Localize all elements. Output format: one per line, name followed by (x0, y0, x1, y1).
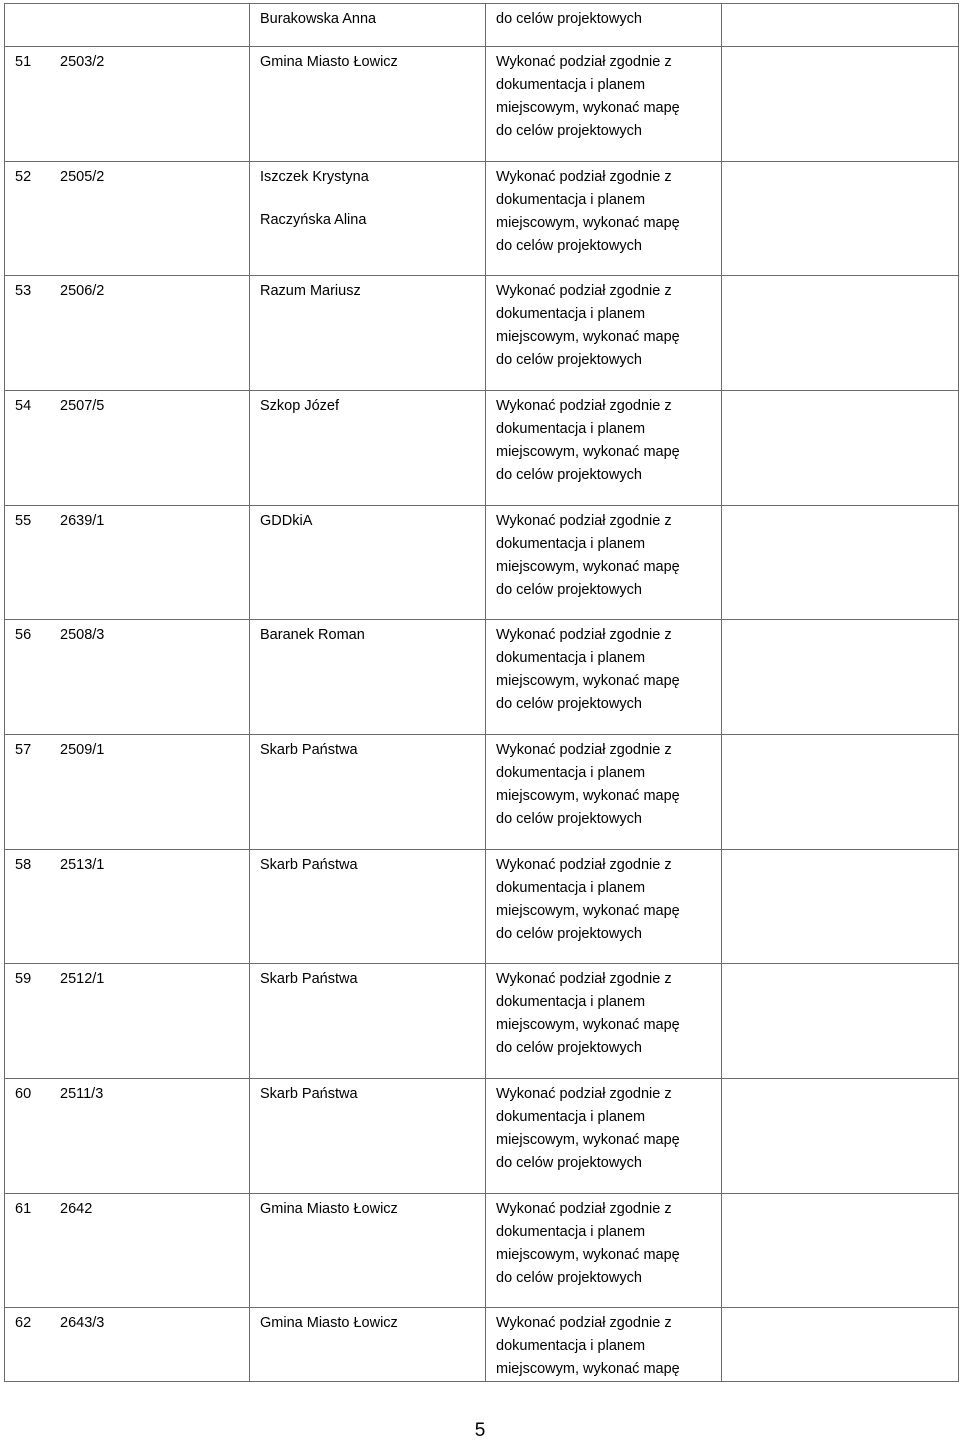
row-number-parcel-cell (5, 506, 250, 620)
note-line: do celów projektowych (496, 11, 642, 27)
note-line: miejscowym, wykonać mapę (496, 903, 680, 919)
note-line: dokumentacja i planem (496, 880, 646, 896)
note-line: miejscowym, wykonać mapę (496, 1361, 680, 1377)
owner-name: Gmina Miasto Łowicz (260, 54, 398, 70)
note-line: do celów projektowych (496, 811, 642, 827)
note-line: miejscowym, wykonać mapę (496, 788, 680, 804)
empty-cell (722, 735, 959, 850)
owner-cell (250, 1079, 486, 1194)
table-row (5, 162, 959, 276)
parcel-number: 2503/2 (60, 54, 105, 70)
row-number: 52 (15, 169, 32, 185)
row-number: 61 (15, 1201, 32, 1217)
note-line: miejscowym, wykonać mapę (496, 215, 680, 231)
owner-cell (250, 620, 486, 735)
owner-name: Raczyńska Alina (260, 212, 367, 228)
row-number: 57 (15, 742, 32, 758)
table-row (5, 391, 959, 506)
note-line: miejscowym, wykonać mapę (496, 1132, 680, 1148)
note-line: dokumentacja i planem (496, 421, 646, 437)
note-line: Wykonać podział zgodnie z (496, 627, 672, 643)
empty-cell (722, 47, 959, 162)
note-cell (486, 276, 722, 391)
owner-cell (250, 1308, 486, 1382)
empty-cell (722, 964, 959, 1079)
note-line: Wykonać podział zgodnie z (496, 742, 672, 758)
empty-cell (722, 1194, 959, 1308)
owner-cell (250, 735, 486, 850)
empty-cell (722, 1308, 959, 1382)
table-row (5, 506, 959, 620)
note-cell (486, 506, 722, 620)
note-line: Wykonać podział zgodnie z (496, 169, 672, 185)
note-line: Wykonać podział zgodnie z (496, 1201, 672, 1217)
note-line: do celów projektowych (496, 1040, 642, 1056)
owner-cell (250, 1194, 486, 1308)
row-number: 62 (15, 1315, 32, 1331)
note-line: Wykonać podział zgodnie z (496, 54, 672, 70)
empty-cell (722, 276, 959, 391)
note-line: Wykonać podział zgodnie z (496, 283, 672, 299)
note-line: Wykonać podział zgodnie z (496, 857, 672, 873)
table-row (5, 850, 959, 964)
owner-name: Burakowska Anna (260, 11, 377, 27)
note-line: dokumentacja i planem (496, 536, 646, 552)
empty-cell (722, 391, 959, 506)
note-line: Wykonać podział zgodnie z (496, 1086, 672, 1102)
note-cell (486, 1079, 722, 1194)
note-cell (486, 391, 722, 506)
note-cell (486, 964, 722, 1079)
note-cell (486, 162, 722, 276)
owner-name: Gmina Miasto Łowicz (260, 1315, 398, 1331)
empty-cell (722, 162, 959, 276)
row-number-parcel-cell (5, 620, 250, 735)
parcel-number: 2506/2 (60, 283, 105, 299)
note-line: miejscowym, wykonać mapę (496, 100, 680, 116)
parcel-number: 2508/3 (60, 627, 105, 643)
table-row (5, 1308, 959, 1382)
note-cell (486, 735, 722, 850)
parcel-number: 2642 (60, 1201, 93, 1217)
empty-cell (722, 506, 959, 620)
row-number-parcel-cell (5, 964, 250, 1079)
note-cell (486, 1194, 722, 1308)
table-row (5, 620, 959, 735)
row-number-parcel-cell (5, 1308, 250, 1382)
row-number-parcel-cell (5, 735, 250, 850)
note-cell (486, 4, 722, 47)
note-line: dokumentacja i planem (496, 994, 646, 1010)
note-line: miejscowym, wykonać mapę (496, 673, 680, 689)
note-line: do celów projektowych (496, 926, 642, 942)
owner-name: Iszczek Krystyna (260, 169, 369, 185)
note-line: Wykonać podział zgodnie z (496, 398, 672, 414)
row-number-parcel-cell (5, 1079, 250, 1194)
note-line: dokumentacja i planem (496, 650, 646, 666)
row-number: 60 (15, 1086, 32, 1102)
row-number: 56 (15, 627, 32, 643)
parcel-number: 2511/3 (60, 1086, 104, 1102)
owner-cell (250, 47, 486, 162)
note-cell (486, 850, 722, 964)
owner-name: Skarb Państwa (260, 971, 358, 987)
empty-cell (722, 620, 959, 735)
note-line: do celów projektowych (496, 238, 642, 254)
page-number: 5 (474, 1420, 486, 1441)
row-number-parcel-cell (5, 47, 250, 162)
row-number: 51 (15, 54, 32, 70)
owner-name: Skarb Państwa (260, 857, 358, 873)
row-number-parcel-cell (5, 276, 250, 391)
empty-cell (722, 4, 959, 47)
note-line: dokumentacja i planem (496, 1338, 646, 1354)
table-row (5, 276, 959, 391)
row-number-parcel-cell (5, 162, 250, 276)
table-row (5, 735, 959, 850)
owner-name: Skarb Państwa (260, 1086, 358, 1102)
note-line: dokumentacja i planem (496, 1109, 646, 1125)
row-number-parcel-cell (5, 850, 250, 964)
parcel-table-body (5, 4, 959, 1382)
owner-name: Szkop Józef (260, 398, 339, 414)
note-line: Wykonać podział zgodnie z (496, 513, 672, 529)
note-line: miejscowym, wykonać mapę (496, 1017, 680, 1033)
row-number: 58 (15, 857, 32, 873)
empty-cell (722, 850, 959, 964)
note-line: do celów projektowych (496, 696, 642, 712)
note-line: miejscowym, wykonać mapę (496, 1247, 680, 1263)
note-line: do celów projektowych (496, 582, 642, 598)
row-number: 54 (15, 398, 32, 414)
row-number: 55 (15, 513, 32, 529)
note-line: dokumentacja i planem (496, 192, 646, 208)
owner-cell (250, 4, 486, 47)
table-row (5, 964, 959, 1079)
parcel-number: 2639/1 (60, 513, 105, 529)
note-line: Wykonać podział zgodnie z (496, 1315, 672, 1331)
note-cell (486, 620, 722, 735)
note-line: dokumentacja i planem (496, 765, 646, 781)
parcel-number: 2509/1 (60, 742, 105, 758)
owner-name: Razum Mariusz (260, 283, 361, 299)
parcel-number: 2513/1 (60, 857, 105, 873)
note-cell (486, 47, 722, 162)
owner-cell (250, 276, 486, 391)
row-number-parcel-cell (5, 1194, 250, 1308)
note-line: do celów projektowych (496, 1270, 642, 1286)
note-line: do celów projektowych (496, 467, 642, 483)
owner-cell (250, 162, 486, 276)
table-row (5, 4, 959, 47)
note-line: dokumentacja i planem (496, 306, 646, 322)
note-line: do celów projektowych (496, 123, 642, 139)
note-line: dokumentacja i planem (496, 77, 646, 93)
parcel-number: 2505/2 (60, 169, 105, 185)
owner-cell (250, 964, 486, 1079)
row-number-parcel-cell (5, 391, 250, 506)
owner-cell (250, 850, 486, 964)
parcel-number: 2643/3 (60, 1315, 105, 1331)
note-line: Wykonać podział zgodnie z (496, 971, 672, 987)
row-number: 59 (15, 971, 32, 987)
table-row (5, 47, 959, 162)
note-line: miejscowym, wykonać mapę (496, 444, 680, 460)
note-line: dokumentacja i planem (496, 1224, 646, 1240)
owner-name: Skarb Państwa (260, 742, 358, 758)
table-row (5, 1194, 959, 1308)
note-line: do celów projektowych (496, 352, 642, 368)
parcel-number: 2507/5 (60, 398, 105, 414)
owner-cell (250, 391, 486, 506)
empty-cell (722, 1079, 959, 1194)
owner-name: GDDkiA (260, 513, 313, 529)
table-row (5, 1079, 959, 1194)
note-line: do celów projektowych (496, 1155, 642, 1171)
note-line: miejscowym, wykonać mapę (496, 329, 680, 345)
parcel-number: 2512/1 (60, 971, 105, 987)
owner-name: Baranek Roman (260, 627, 365, 643)
note-cell (486, 1308, 722, 1382)
row-number: 53 (15, 283, 32, 299)
parcel-table (4, 3, 959, 1382)
row-number-parcel-cell (5, 4, 250, 47)
owner-cell (250, 506, 486, 620)
owner-name: Gmina Miasto Łowicz (260, 1201, 398, 1217)
note-line: miejscowym, wykonać mapę (496, 559, 680, 575)
